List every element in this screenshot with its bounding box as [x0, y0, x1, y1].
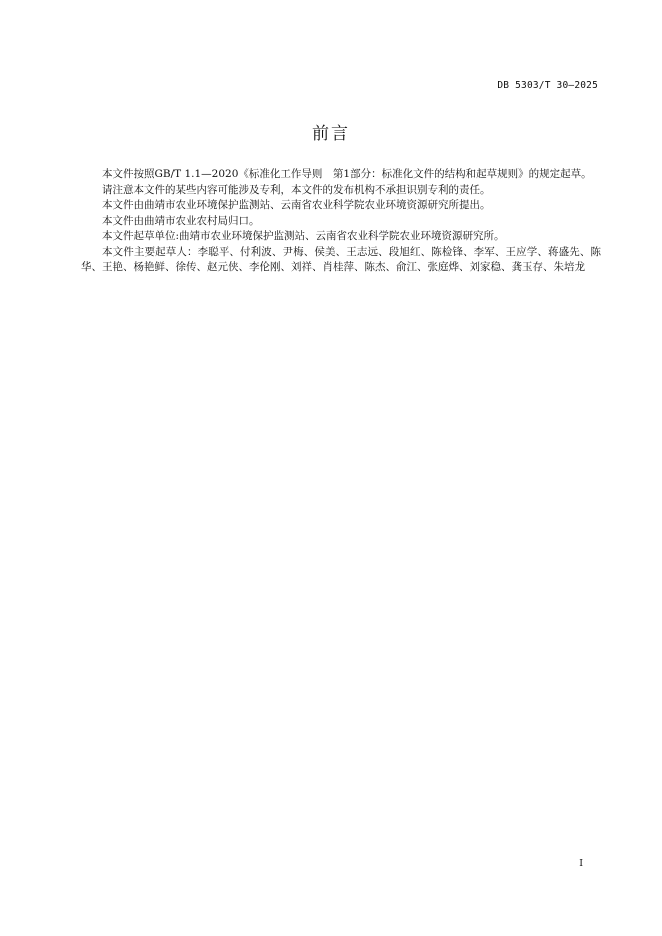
- foreword-body: [81, 167, 601, 276]
- page-number: I: [579, 858, 583, 869]
- paragraph-drafting-basis: 本文件按照GB/T 1.1—2020《标准化工作导则 第1部分：标准化文件的结构和起草规则》的规定起草。: [102, 168, 592, 180]
- document-code: DB 5303/T 30—2025: [497, 80, 598, 91]
- paragraph-drafting-units: 本文件起草单位:曲靖市农业环境保护监测站、云南省农业科学院农业环境资源研究所。: [102, 230, 505, 242]
- paragraph-patent-notice: 请注意本文件的某些内容可能涉及专利，本文件的发布机构不承担识别专利的责任。: [102, 183, 491, 196]
- paragraph-proposer: 本文件由曲靖市农业环境保护监测站、云南省农业科学院农业环境资源研究所提出。: [102, 199, 491, 211]
- paragraph-responsible-authority: 本文件由曲靖市农业农村局归口。: [102, 214, 260, 227]
- page-title: 前言: [312, 124, 350, 145]
- paragraph-drafters: 本文件主要起草人：李聪平、付利波、尹梅、侯美、王志远、段旭红、陈检锋、李军、王应学、蒋盛先、陈华、王艳、杨艳鲜、徐传、赵元侠、李伦刚、刘祥、肖桂萍、陈杰、俞江、张庭烨、刘家稳、龚玉存、朱培龙: [81, 245, 601, 273]
